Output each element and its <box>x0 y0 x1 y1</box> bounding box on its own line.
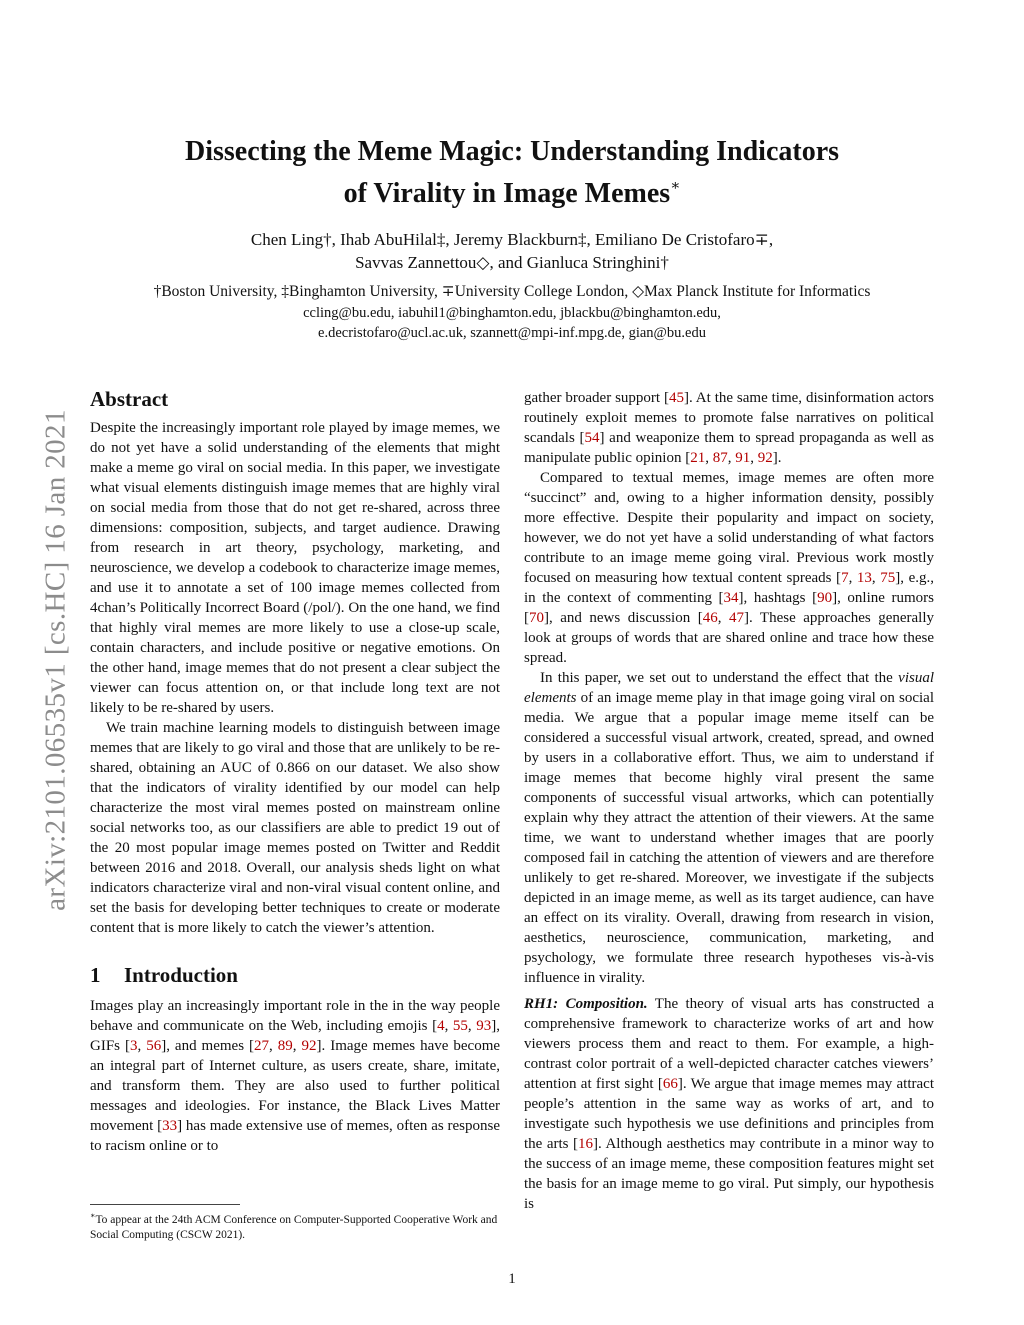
arxiv-identifier <box>36 380 76 940</box>
citation-link[interactable]: 92 <box>301 1038 317 1054</box>
author-list <box>100 228 924 274</box>
citation-link[interactable]: 87 <box>712 450 728 466</box>
authors-line-2: Savvas Zannettou◇, and Gianluca Stringhini† <box>355 253 669 272</box>
footnote <box>90 1208 500 1243</box>
arxiv-identifier-text: arXiv:2101.06535v1 [cs.HC] 16 Jan 2021 <box>39 409 72 911</box>
rh1-paragraph: RH1: Composition. The theory of visual arts has constructed a comprehensive framework to characterize works of art and how viewers process them and react to them. For example, a high-contrast color portrait of a well-depicted character catches viewers’ attention at first sight [66]. We argue that image memes may attract people’s attention in the same way as works of art, and to investigate such hypothesis we use definitions and principles from the arts [16]. Although aesthetics may contribute in a minor way to the success of an image meme, these composition features might set the basis for an image meme to go viral. Put simply, our hypothesis is <box>524 996 934 1212</box>
citation-link[interactable]: 70 <box>529 610 544 626</box>
citation-link[interactable]: 55 <box>452 1018 468 1034</box>
citation-link[interactable]: 4 <box>437 1018 445 1034</box>
citation-link[interactable]: 54 <box>584 430 600 446</box>
citation-link[interactable]: 75 <box>880 570 896 586</box>
right-paragraph-0: gather broader support [45]. At the same time, disinformation actors routinely exploit memes to promote false narratives on political scandals [54] and weaponize them to spread propaganda as well as manipulate public opinion [21, 87, 91, 92]. <box>524 390 934 466</box>
section-number: 1 <box>90 963 101 987</box>
title-line-1: Dissecting the Meme Magic: Understanding Indicators <box>184 136 840 167</box>
page-number: 1 <box>508 1271 516 1287</box>
title-footnote-marker: ∗ <box>670 178 681 194</box>
abstract-heading: Abstract <box>90 387 169 411</box>
emails-line-2: e.decristofaro@ucl.ac.uk, szannett@mpi-inf.mpg.de, gian@bu.edu <box>318 324 706 341</box>
citation-link[interactable]: 93 <box>476 1018 492 1034</box>
emails-line-1: ccling@bu.edu, iabuhil1@binghamton.edu, jblackbu@binghamton.edu, <box>303 305 721 321</box>
introduction-paragraph-1: Images play an increasingly important role in the in the way people behave and communicate on the Web, including emojis [4, 55, 93], GIFs [3, 56], and memes [27, 89, 92]. Image memes have become an integral part of Internet culture, as users create, share, imitate, and transform them. They are also used to further political messages and ideologies. For instance, the Black Lives Matter movement [33] has made extensive use of memes, often as response to racism online or to <box>90 998 501 1154</box>
citation-link[interactable]: 92 <box>757 450 773 466</box>
abstract-paragraph-2: We train machine learning models to distinguish between image memes that are likely to go viral and those that are unlikely to be re-shared, obtaining an AUC of 0.866 on our dataset. We also show that the indicators of virality identified by our model can help characterize the most viral memes posted on mainstream online social networks too, as our classifiers are able to predict 19 out of the 20 most popular image memes posted on Twitter and Reddit between 2016 and 2018. Overall, our analysis sheds light on what indicators characterize viral and non-viral visual content online, and set the basis for developing better techniques to create or moderate content that is more likely to catch the viewer’s attention. <box>90 720 500 936</box>
citation-link[interactable]: 33 <box>162 1118 178 1134</box>
left-column <box>90 386 500 1156</box>
citation-link[interactable]: 3 <box>129 1038 138 1054</box>
citation-link[interactable]: 16 <box>578 1136 594 1152</box>
affiliations: †Boston University, ‡Binghamton University, ∓University College London, ◇Max Planck Institute for Informatics <box>153 283 871 300</box>
right-paragraph-1: Compared to textual memes, image memes are often more “succinct” and, owing to a higher information density, possibly more effective. Despite their popularity and impact on society, however, we do not yet have a solid understanding of what factors contribute to an image meme going viral. Previous work mostly focused on measuring how textual content spreads [7, 13, 75], e.g., in the context of commenting [34], hashtags [90], online rumors [70], and news discussion [46, 47]. These approaches generally look at groups of words that are shared online and trace how these spread. <box>524 470 935 666</box>
right-paragraph-2: In this paper, we set out to understand the effect that the visual elements of an image meme play in that image going viral on social media. We argue that a popular image meme itself can be considered a successful visual artwork, created, spread, and owned by users in a collaborative effort. Thus, we aim to understand if image memes that become highly viral present the same components of successful visual artworks, which can potentially explain why they attract the attention of their viewers. At the same time, we want to understand whether images that are poorly composed fail in catching the attention of viewers and are therefore unlikely to get re-shared. Moreover, we investigate if the subjects depicted in an image meme, as well as its target audience, can have an effect on its virality. Overall, drawing from research in vision, aesthetics, neuroscience, communication, marketing, and psychology, we formulate three research hypotheses vis-à-vis influence in virality. <box>524 670 934 986</box>
title-line-2 <box>100 169 924 211</box>
citation-link[interactable]: 7 <box>841 570 849 586</box>
citation-link[interactable]: 13 <box>856 570 872 586</box>
rh1-label: RH1: Composition. <box>524 996 648 1012</box>
citation-link[interactable]: 27 <box>254 1038 270 1054</box>
citation-link[interactable]: 90 <box>817 590 833 606</box>
citation-link[interactable]: 21 <box>690 450 706 466</box>
paper-title <box>100 135 924 211</box>
footnote-marker: ∗ <box>90 1211 96 1220</box>
authors-line-1: Chen Ling†, Ihab AbuHilal‡, Jeremy Blackburn‡, Emiliano De Cristofaro∓, <box>250 230 774 249</box>
abstract-paragraph-1: Despite the increasingly important role played by image memes, we do not yet have a solid understanding of the elements that might make a meme go viral on social media. In this paper, we investigate what visual elements distinguish image memes that are highly viral on social media from those that do not get re-shared, across three dimensions: composition, subjects, and target audience. Drawing from research in art theory, psychology, marketing, and neuroscience, we develop a codebook to characterize image memes, and use it to annotate a set of 100 image memes collected from 4chan’s Politically Incorrect Board (/pol/). On the one hand, we find that highly viral memes are more likely to use a close-up scale, contain characters, and include positive or negative emotions. On the other hand, image memes that do not present a clear subject the viewer can focus attention on, or that include long text are not likely to be re-shared by users. <box>90 420 500 716</box>
right-column <box>524 388 934 1214</box>
author-emails <box>100 304 924 343</box>
citation-link[interactable]: 46 <box>702 610 718 626</box>
section-title: Introduction <box>124 963 238 987</box>
emphasis-text: visual elements <box>524 670 934 706</box>
footnote-text: To appear at the 24th ACM Conference on Computer-Supported Cooperative Work and Social Computing (CSCW 2021). <box>90 1213 498 1241</box>
introduction-heading <box>90 962 500 988</box>
citation-link[interactable]: 34 <box>723 590 739 606</box>
citation-link[interactable]: 56 <box>146 1038 162 1054</box>
citation-link[interactable]: 47 <box>728 610 744 626</box>
title-line-2-text: of Virality in Image Memes <box>343 178 671 209</box>
citation-link[interactable]: 89 <box>277 1038 293 1054</box>
citation-link[interactable]: 45 <box>668 390 684 406</box>
citation-link[interactable]: 91 <box>735 450 751 466</box>
footnote-rule <box>90 1204 240 1205</box>
citation-link[interactable]: 66 <box>662 1076 678 1092</box>
